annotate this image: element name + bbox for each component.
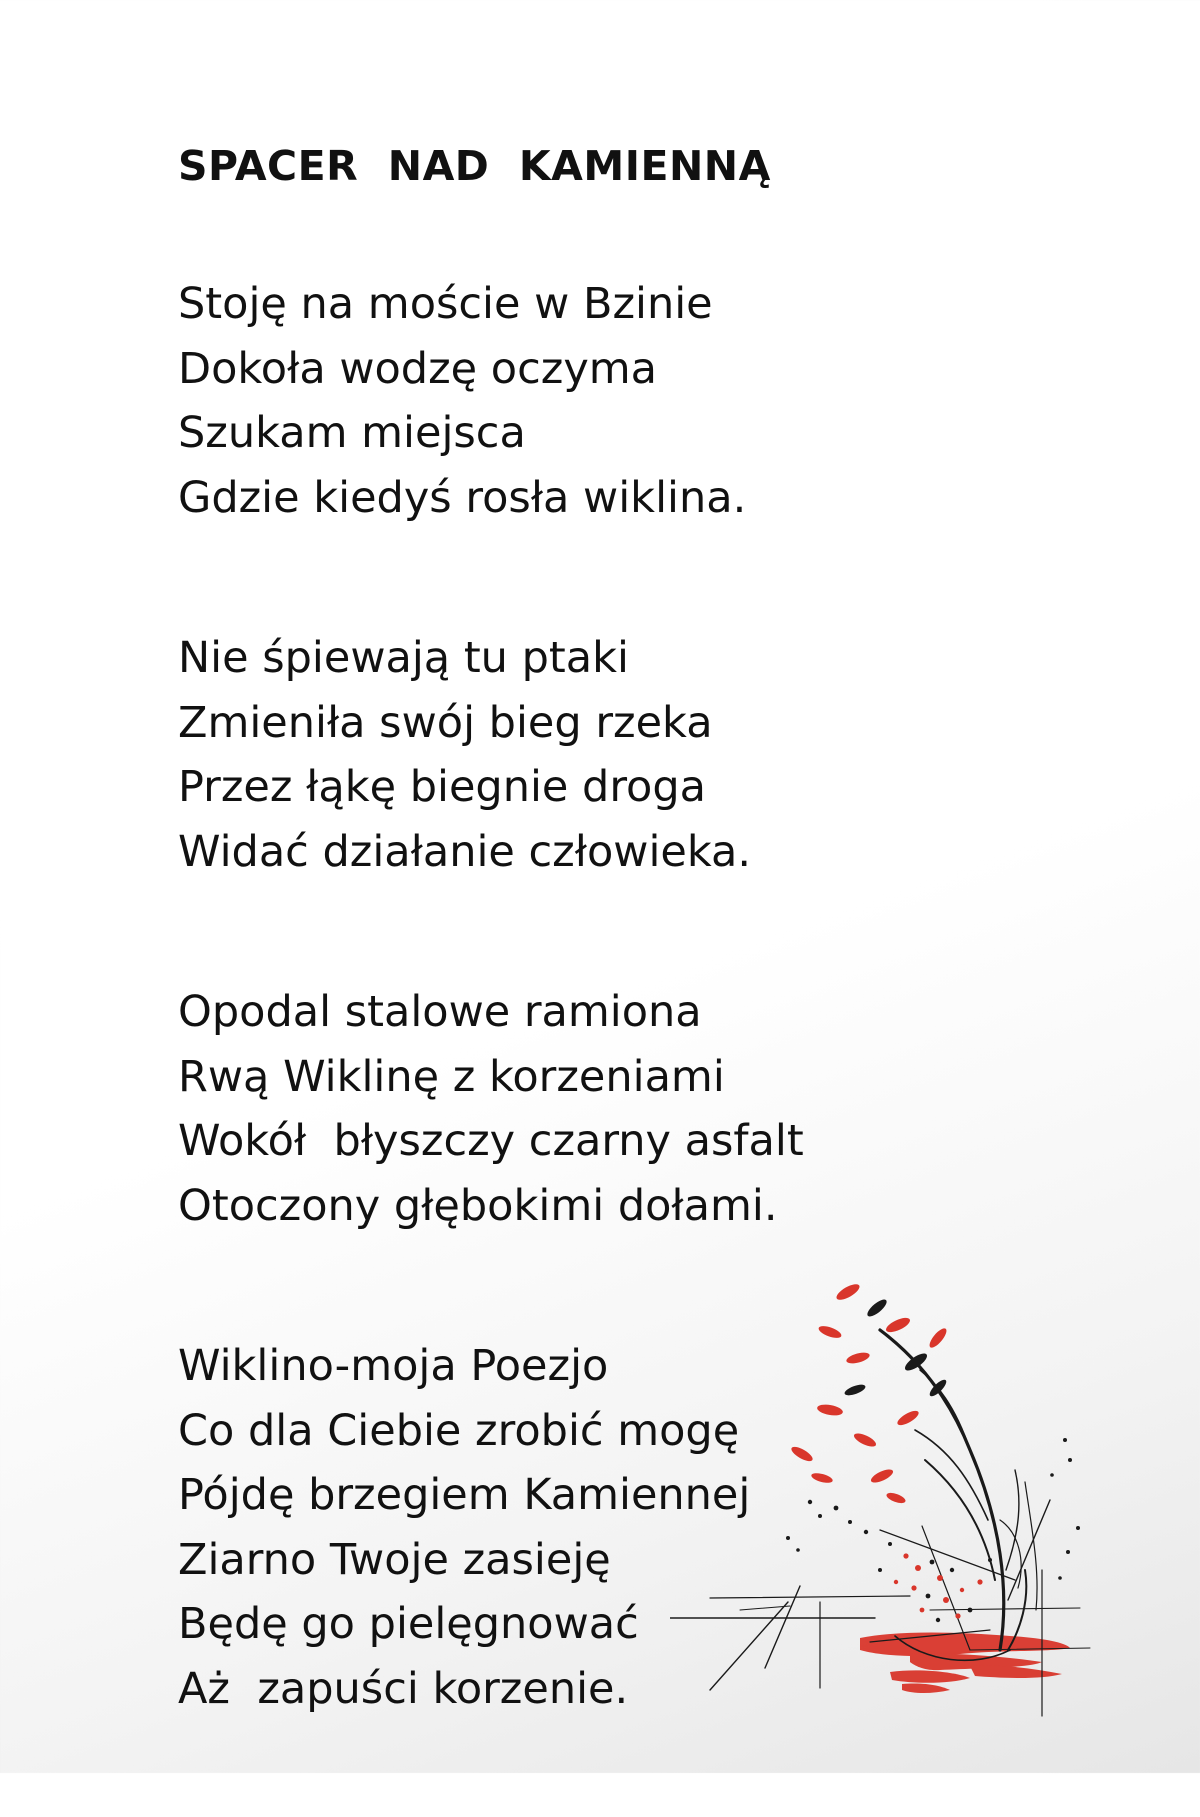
poem-line: Widać działanie człowieka. xyxy=(178,826,752,877)
poem-line: Zmieniła swój bieg rzeka xyxy=(178,697,713,748)
poem-title: SPACER NAD KAMIENNĄ xyxy=(178,142,771,190)
poem-line: Wokół błyszczy czarny asfalt xyxy=(178,1116,804,1166)
poem-line: Gdzie kiedyś rosła wiklina. xyxy=(178,472,747,523)
stanza-2 xyxy=(178,626,938,884)
poem-line: Wiklino-moja Poezjo xyxy=(178,1341,609,1391)
willow-leaves xyxy=(789,1281,949,1505)
poem-line: Co dla Ciebie zrobić mogę xyxy=(178,1405,740,1456)
poem-line: Dokoła wodzę oczyma xyxy=(178,343,658,394)
poem-line: Otoczony głębokimi dołami. xyxy=(178,1180,778,1231)
red-brush-strokes xyxy=(860,1633,1070,1694)
stanza-3 xyxy=(178,980,938,1238)
poem-line: Będę go pielęgnować xyxy=(178,1599,639,1649)
stanza-1 xyxy=(178,272,938,530)
willow-branch-illustration-icon xyxy=(670,1270,1120,1720)
poem-line: Aż zapuści korzenie. xyxy=(178,1663,629,1714)
poem-line: Przez łąkę biegnie droga xyxy=(178,762,707,812)
poem-line: Nie śpiewają tu ptaki xyxy=(178,633,629,683)
poem-line: Ziarno Twoje zasieję xyxy=(178,1534,611,1585)
poem-line: Pójdę brzegiem Kamiennej xyxy=(178,1470,751,1520)
willow-trunk xyxy=(880,1330,1026,1650)
poem-line: Stoję na moście w Bzinie xyxy=(178,279,713,329)
poem-line: Opodal stalowe ramiona xyxy=(178,987,702,1037)
poem-line: Szukam miejsca xyxy=(178,408,526,458)
sketch-lines xyxy=(670,1482,1090,1716)
ink-dots xyxy=(786,1438,1080,1622)
poem-line: Rwą Wiklinę z korzeniami xyxy=(178,1051,725,1102)
